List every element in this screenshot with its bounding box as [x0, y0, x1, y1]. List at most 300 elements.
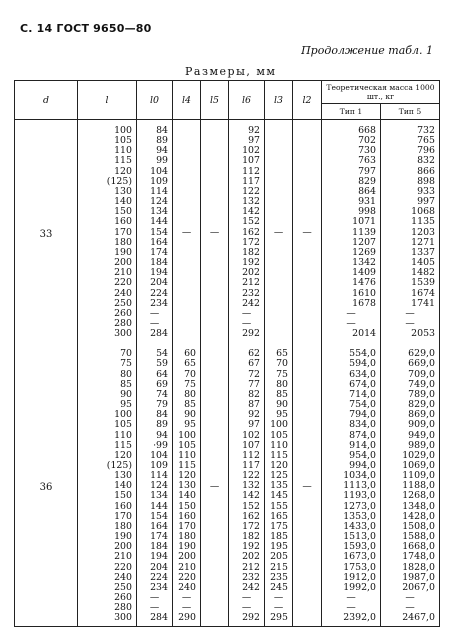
value-l3: — — [273, 592, 284, 604]
value-l6: 292 — [242, 328, 260, 340]
value-l6: 162 — [242, 226, 260, 238]
value-l6: 82 — [248, 388, 260, 400]
value-l4: 95 — [184, 419, 196, 431]
value-l6: 242 — [242, 297, 260, 309]
cell-l — [78, 120, 137, 344]
value-mass1: 914,0 — [349, 439, 376, 451]
value-l: 220 — [114, 277, 132, 289]
value-l: 300 — [114, 328, 132, 340]
value-mass1: 594,0 — [349, 358, 376, 370]
value-l: 160 — [114, 216, 132, 228]
col-header-l2: l2 — [293, 81, 322, 120]
value-mass1: 668 — [358, 125, 376, 136]
value-l: 115 — [114, 439, 132, 451]
value-l3: 205 — [270, 551, 288, 563]
value-mass1: 2014 — [352, 328, 376, 340]
value-mass5: 1268,0 — [402, 490, 435, 502]
value-mass5: 1203 — [411, 226, 435, 238]
value-l6: 192 — [242, 257, 260, 269]
value-l: 260 — [114, 592, 132, 604]
value-l0: ·99 — [153, 439, 168, 451]
value-mass5: 1069,0 — [402, 460, 435, 471]
value-l4: 65 — [184, 358, 196, 370]
value-l6: 212 — [242, 561, 260, 573]
value-l6: 142 — [242, 490, 260, 502]
value-l: 80 — [120, 368, 132, 380]
value-l6: 97 — [248, 135, 260, 147]
value-l0: 184 — [150, 541, 168, 553]
value-l4: 180 — [178, 531, 196, 543]
value-mass5: 1337 — [411, 246, 435, 258]
value-mass5: 1539 — [411, 277, 435, 289]
value-l3: 215 — [270, 561, 288, 573]
value-mass1: 1992,0 — [343, 581, 376, 593]
value-l6: — — [241, 602, 252, 614]
value-l6: 232 — [242, 571, 260, 583]
cell-mass5 — [381, 120, 440, 344]
value-mass1: 1513,0 — [343, 531, 376, 543]
value-l: 70 — [120, 348, 132, 360]
value-l6: 67 — [248, 358, 260, 370]
value-l0: 134 — [150, 206, 168, 218]
value-mass5: 1271 — [411, 236, 435, 248]
value-mass1: 1207 — [352, 236, 376, 248]
value-mass1: 702 — [358, 135, 376, 147]
value-l6: — — [241, 307, 252, 319]
cell-l3: — — [265, 120, 293, 344]
value-l6: 132 — [242, 480, 260, 492]
value-mass5: 1828,0 — [402, 561, 435, 573]
value-l4: 210 — [178, 561, 196, 573]
value-mass5: 1188,0 — [402, 480, 435, 492]
value-l6: 212 — [242, 277, 260, 289]
value-l6: 102 — [242, 145, 260, 157]
value-l4: 120 — [178, 470, 196, 482]
value-l6: 162 — [242, 510, 260, 522]
value-mass1: 829 — [358, 175, 376, 187]
value-l6: 202 — [242, 551, 260, 563]
value-l6: 202 — [242, 267, 260, 279]
value-l: 90 — [120, 388, 132, 400]
value-l: 200 — [114, 257, 132, 269]
value-mass5: 732 — [417, 125, 435, 136]
value-mass5: 1741 — [411, 297, 435, 309]
col-header-type1: Тип 1 — [322, 104, 381, 120]
value-mass1: 1342 — [352, 257, 376, 269]
value-mass5: 796 — [417, 145, 435, 157]
value-l3: 75 — [276, 368, 288, 380]
value-l: 160 — [114, 500, 132, 512]
cell-l — [78, 343, 137, 626]
col-header-l5: l5 — [201, 81, 229, 120]
value-l: 140 — [114, 196, 132, 208]
value-mass1: 864 — [358, 185, 376, 197]
value-mass5: — — [405, 307, 415, 319]
value-mass1: 1753,0 — [343, 561, 376, 573]
value-mass1: 2392,0 — [343, 612, 376, 624]
value-mass1: 834,0 — [349, 419, 376, 431]
value-mass1: — — [346, 602, 356, 614]
value-l0: 194 — [150, 267, 168, 279]
value-l0: 194 — [150, 551, 168, 563]
value-mass5: 669,0 — [408, 358, 435, 370]
value-mass1: 1353,0 — [343, 510, 376, 522]
value-mass1: 1476 — [352, 277, 376, 289]
value-l4: 150 — [178, 500, 196, 512]
value-mass1: 1593,0 — [343, 541, 376, 553]
value-mass1: 1610 — [352, 287, 376, 299]
value-l6: 152 — [242, 500, 260, 512]
value-l6: 97 — [248, 419, 260, 431]
value-l4: 105 — [178, 439, 196, 451]
value-l: 100 — [114, 409, 132, 421]
value-l: 210 — [114, 551, 132, 563]
value-l6: 152 — [242, 216, 260, 228]
value-mass5: 1068 — [411, 206, 435, 218]
value-l6: 142 — [242, 206, 260, 218]
value-mass1: 634,0 — [349, 368, 376, 380]
value-l: 95 — [120, 399, 132, 411]
value-mass1: 998 — [358, 206, 376, 218]
value-l6: 172 — [242, 236, 260, 248]
value-mass1: — — [346, 307, 356, 319]
cell-l6 — [229, 343, 265, 626]
value-l0: — — [149, 602, 160, 614]
value-l6: — — [241, 317, 252, 329]
value-l4: 190 — [178, 541, 196, 553]
value-mass5: 1109,0 — [402, 470, 435, 482]
value-mass5: 933 — [417, 185, 435, 197]
value-l6: 232 — [242, 287, 260, 299]
value-l0: 59 — [156, 358, 168, 370]
value-l6: 242 — [242, 581, 260, 593]
value-l4: — — [181, 602, 192, 614]
value-l: 75 — [120, 358, 132, 370]
value-l: 105 — [114, 419, 132, 431]
cell-l4: — — [173, 120, 201, 344]
value-l0: 109 — [150, 175, 168, 187]
value-mass1: 1433,0 — [343, 520, 376, 532]
value-l6: 107 — [242, 155, 260, 167]
col-header-d: d — [15, 81, 78, 120]
value-mass5: 866 — [417, 165, 435, 177]
value-l0: 99 — [156, 155, 168, 167]
value-mass1: 1269 — [352, 246, 376, 258]
value-l0: 104 — [150, 449, 168, 461]
value-l4: — — [181, 592, 192, 604]
value-mass5: 629,0 — [408, 348, 435, 360]
value-l3: 145 — [270, 490, 288, 502]
value-mass5: — — [405, 317, 415, 329]
value-l: 180 — [114, 236, 132, 248]
value-l0: 154 — [150, 510, 168, 522]
value-l0: 54 — [156, 348, 168, 360]
value-l3: 165 — [270, 510, 288, 522]
value-l3: 85 — [276, 388, 288, 400]
value-l6: 122 — [242, 185, 260, 197]
cell-l4 — [173, 343, 201, 626]
value-l0: 144 — [150, 216, 168, 228]
value-l0: 124 — [150, 480, 168, 492]
value-mass1: 1409 — [352, 267, 376, 279]
value-l3: 125 — [270, 470, 288, 482]
value-mass1: 1273,0 — [343, 500, 376, 512]
value-mass1: 794,0 — [349, 409, 376, 421]
value-mass5: 989,0 — [408, 439, 435, 451]
value-l6: 92 — [248, 125, 260, 136]
value-l0: 94 — [156, 145, 168, 157]
value-l4: 140 — [178, 490, 196, 502]
value-l0: 234 — [150, 581, 168, 593]
value-l: 210 — [114, 267, 132, 279]
value-l6: 117 — [242, 175, 260, 187]
value-mass1: 994,0 — [349, 460, 376, 471]
value-l6: 182 — [242, 531, 260, 543]
value-l: 85 — [120, 378, 132, 390]
value-l: 110 — [114, 429, 132, 441]
value-mass5: 789,0 — [408, 388, 435, 400]
value-mass5: 2067,0 — [402, 581, 435, 593]
value-l0: 224 — [150, 571, 168, 583]
value-l4: 240 — [178, 581, 196, 593]
value-l4: 290 — [178, 612, 196, 624]
value-l0: — — [149, 317, 160, 329]
value-l: 280 — [114, 602, 132, 614]
value-l6: — — [241, 592, 252, 604]
value-mass5: 2467,0 — [402, 612, 435, 624]
size-group-row — [15, 120, 440, 344]
cell-mass1 — [322, 120, 381, 344]
value-mass5: 1029,0 — [402, 449, 435, 461]
value-mass5: 709,0 — [408, 368, 435, 380]
cell-l0 — [137, 343, 173, 626]
value-l: 170 — [114, 226, 132, 238]
value-l: (125) — [106, 175, 132, 187]
page-header: С. 14 ГОСТ 9650—80 — [20, 22, 152, 35]
value-mass5: 1135 — [411, 216, 435, 228]
col-header-type5: Тип 5 — [381, 104, 440, 120]
value-l4: 115 — [178, 460, 196, 471]
value-l4: 90 — [184, 409, 196, 421]
value-l: 130 — [114, 470, 132, 482]
value-l: 190 — [114, 246, 132, 258]
value-mass5: 1405 — [411, 257, 435, 269]
value-l3: 105 — [270, 429, 288, 441]
value-l: 200 — [114, 541, 132, 553]
value-mass5: 1987,0 — [402, 571, 435, 583]
value-mass1: 931 — [358, 196, 376, 208]
value-mass5: 749,0 — [408, 378, 435, 390]
value-mass1: 1113,0 — [343, 480, 376, 492]
value-mass1: 874,0 — [349, 429, 376, 441]
value-l0: 154 — [150, 226, 168, 238]
value-l0: 164 — [150, 520, 168, 532]
value-l3: 65 — [276, 348, 288, 360]
value-mass1: 1912,0 — [343, 571, 376, 583]
value-l3: 245 — [270, 581, 288, 593]
value-l0: 234 — [150, 297, 168, 309]
value-l6: 122 — [242, 470, 260, 482]
cell-l2: — — [293, 343, 322, 626]
value-l: 240 — [114, 287, 132, 299]
cell-l5: — — [201, 343, 229, 626]
value-l3: 110 — [270, 439, 288, 451]
value-l4: 70 — [184, 368, 196, 380]
value-mass1: 763 — [358, 155, 376, 167]
value-mass1: 797 — [358, 165, 376, 177]
col-header-l6: l6 — [229, 81, 265, 120]
value-l0: 224 — [150, 287, 168, 299]
value-l3: 295 — [270, 612, 288, 624]
value-l0: 144 — [150, 500, 168, 512]
value-l6: 92 — [248, 409, 260, 421]
value-mass1: 730 — [358, 145, 376, 157]
value-mass5: 898 — [417, 175, 435, 187]
value-l: 105 — [114, 135, 132, 147]
value-l0: 174 — [150, 246, 168, 258]
value-l: (125) — [106, 460, 132, 471]
value-l0: — — [149, 307, 160, 319]
value-l0: 74 — [156, 388, 168, 400]
value-l: 300 — [114, 612, 132, 624]
value-mass5: 832 — [417, 155, 435, 167]
value-l: 180 — [114, 520, 132, 532]
value-l3: — — [273, 602, 284, 614]
value-mass1: 754,0 — [349, 399, 376, 411]
value-l0: 94 — [156, 429, 168, 441]
value-l3: 100 — [270, 419, 288, 431]
value-l6: 132 — [242, 196, 260, 208]
value-l4: 170 — [178, 520, 196, 532]
value-mass1: 1678 — [352, 297, 376, 309]
value-l: 140 — [114, 480, 132, 492]
value-mass1: — — [346, 317, 356, 329]
value-l3: 90 — [276, 399, 288, 411]
value-mass5: 2053 — [411, 328, 435, 340]
value-mass5: 1668,0 — [402, 541, 435, 553]
value-l0: 104 — [150, 165, 168, 177]
size-group-row — [15, 343, 440, 626]
value-l4: 100 — [178, 429, 196, 441]
col-header-l: l — [78, 81, 137, 120]
value-l: 120 — [114, 165, 132, 177]
value-l4: 130 — [178, 480, 196, 492]
dimensions-table — [14, 80, 440, 627]
value-l6: 112 — [242, 165, 260, 177]
col-header-mass: Теоретическая масса 1000 шт., кг — [322, 81, 440, 104]
value-l0: 69 — [156, 378, 168, 390]
value-l0: 164 — [150, 236, 168, 248]
value-l4: 220 — [178, 571, 196, 583]
value-mass5: 1348,0 — [402, 500, 435, 512]
value-l0: 84 — [156, 125, 168, 136]
col-header-l0: l0 — [137, 81, 173, 120]
value-mass5: 1588,0 — [402, 531, 435, 543]
value-mass5: 949,0 — [408, 429, 435, 441]
value-l6: 172 — [242, 520, 260, 532]
value-l6: 107 — [242, 439, 260, 451]
value-mass5: 829,0 — [408, 399, 435, 411]
cell-mass1 — [322, 343, 381, 626]
value-l6: 72 — [248, 368, 260, 380]
value-l4: 60 — [184, 348, 196, 360]
cell-l5: — — [201, 120, 229, 344]
value-mass5: 997 — [417, 196, 435, 208]
value-mass5: 909,0 — [408, 419, 435, 431]
cell-l0 — [137, 120, 173, 344]
value-l: 280 — [114, 317, 132, 329]
value-mass1: 674,0 — [349, 378, 376, 390]
value-mass5: 1674 — [411, 287, 435, 299]
col-header-l3: l3 — [265, 81, 293, 120]
value-l: 220 — [114, 561, 132, 573]
value-l4: 160 — [178, 510, 196, 522]
value-mass5: — — [405, 592, 415, 604]
value-l3: 120 — [270, 460, 288, 471]
value-l6: 192 — [242, 541, 260, 553]
value-mass5: 1428,0 — [402, 510, 435, 522]
value-l6: 77 — [248, 378, 260, 390]
value-l: 240 — [114, 571, 132, 583]
value-l0: — — [149, 592, 160, 604]
value-mass1: 714,0 — [349, 388, 376, 400]
value-mass5: — — [405, 602, 415, 614]
value-l0: 204 — [150, 561, 168, 573]
value-l0: 64 — [156, 368, 168, 380]
value-mass1: 554,0 — [349, 348, 376, 360]
value-l6: 87 — [248, 399, 260, 411]
value-l3: 115 — [270, 449, 288, 461]
value-l4: 75 — [184, 378, 196, 390]
cell-l2: — — [293, 120, 322, 344]
value-l0: 114 — [150, 470, 168, 482]
value-l3: 155 — [270, 500, 288, 512]
value-l: 120 — [114, 449, 132, 461]
value-l0: 79 — [156, 399, 168, 411]
value-l: 150 — [114, 490, 132, 502]
value-l: 250 — [114, 581, 132, 593]
value-l4: 110 — [178, 449, 196, 461]
value-l0: 84 — [156, 409, 168, 421]
continuation-label: Продолжение табл. 1 — [301, 44, 433, 57]
value-l6: 102 — [242, 429, 260, 441]
value-l6: 112 — [242, 449, 260, 461]
value-l3: 175 — [270, 520, 288, 532]
value-mass5: 1482 — [411, 267, 435, 279]
cell-l3 — [265, 343, 293, 626]
value-mass1: 1071 — [352, 216, 376, 228]
value-l3: 235 — [270, 571, 288, 583]
value-l0: 124 — [150, 196, 168, 208]
value-mass1: 1139 — [352, 226, 376, 238]
value-l3: 185 — [270, 531, 288, 543]
value-l6: 292 — [242, 612, 260, 624]
value-l0: 109 — [150, 460, 168, 471]
value-mass5: 869,0 — [408, 409, 435, 421]
value-mass1: 1673,0 — [343, 551, 376, 563]
diameter-cell: 36 — [15, 343, 78, 626]
value-l3: 70 — [276, 358, 288, 370]
value-mass1: 1193,0 — [343, 490, 376, 502]
value-l3: 135 — [270, 480, 288, 492]
value-l6: 182 — [242, 246, 260, 258]
value-mass1: 1034,0 — [343, 470, 376, 482]
value-l0: 204 — [150, 277, 168, 289]
value-l: 150 — [114, 206, 132, 218]
value-l: 260 — [114, 307, 132, 319]
value-l: 115 — [114, 155, 132, 167]
table-body — [15, 120, 440, 627]
